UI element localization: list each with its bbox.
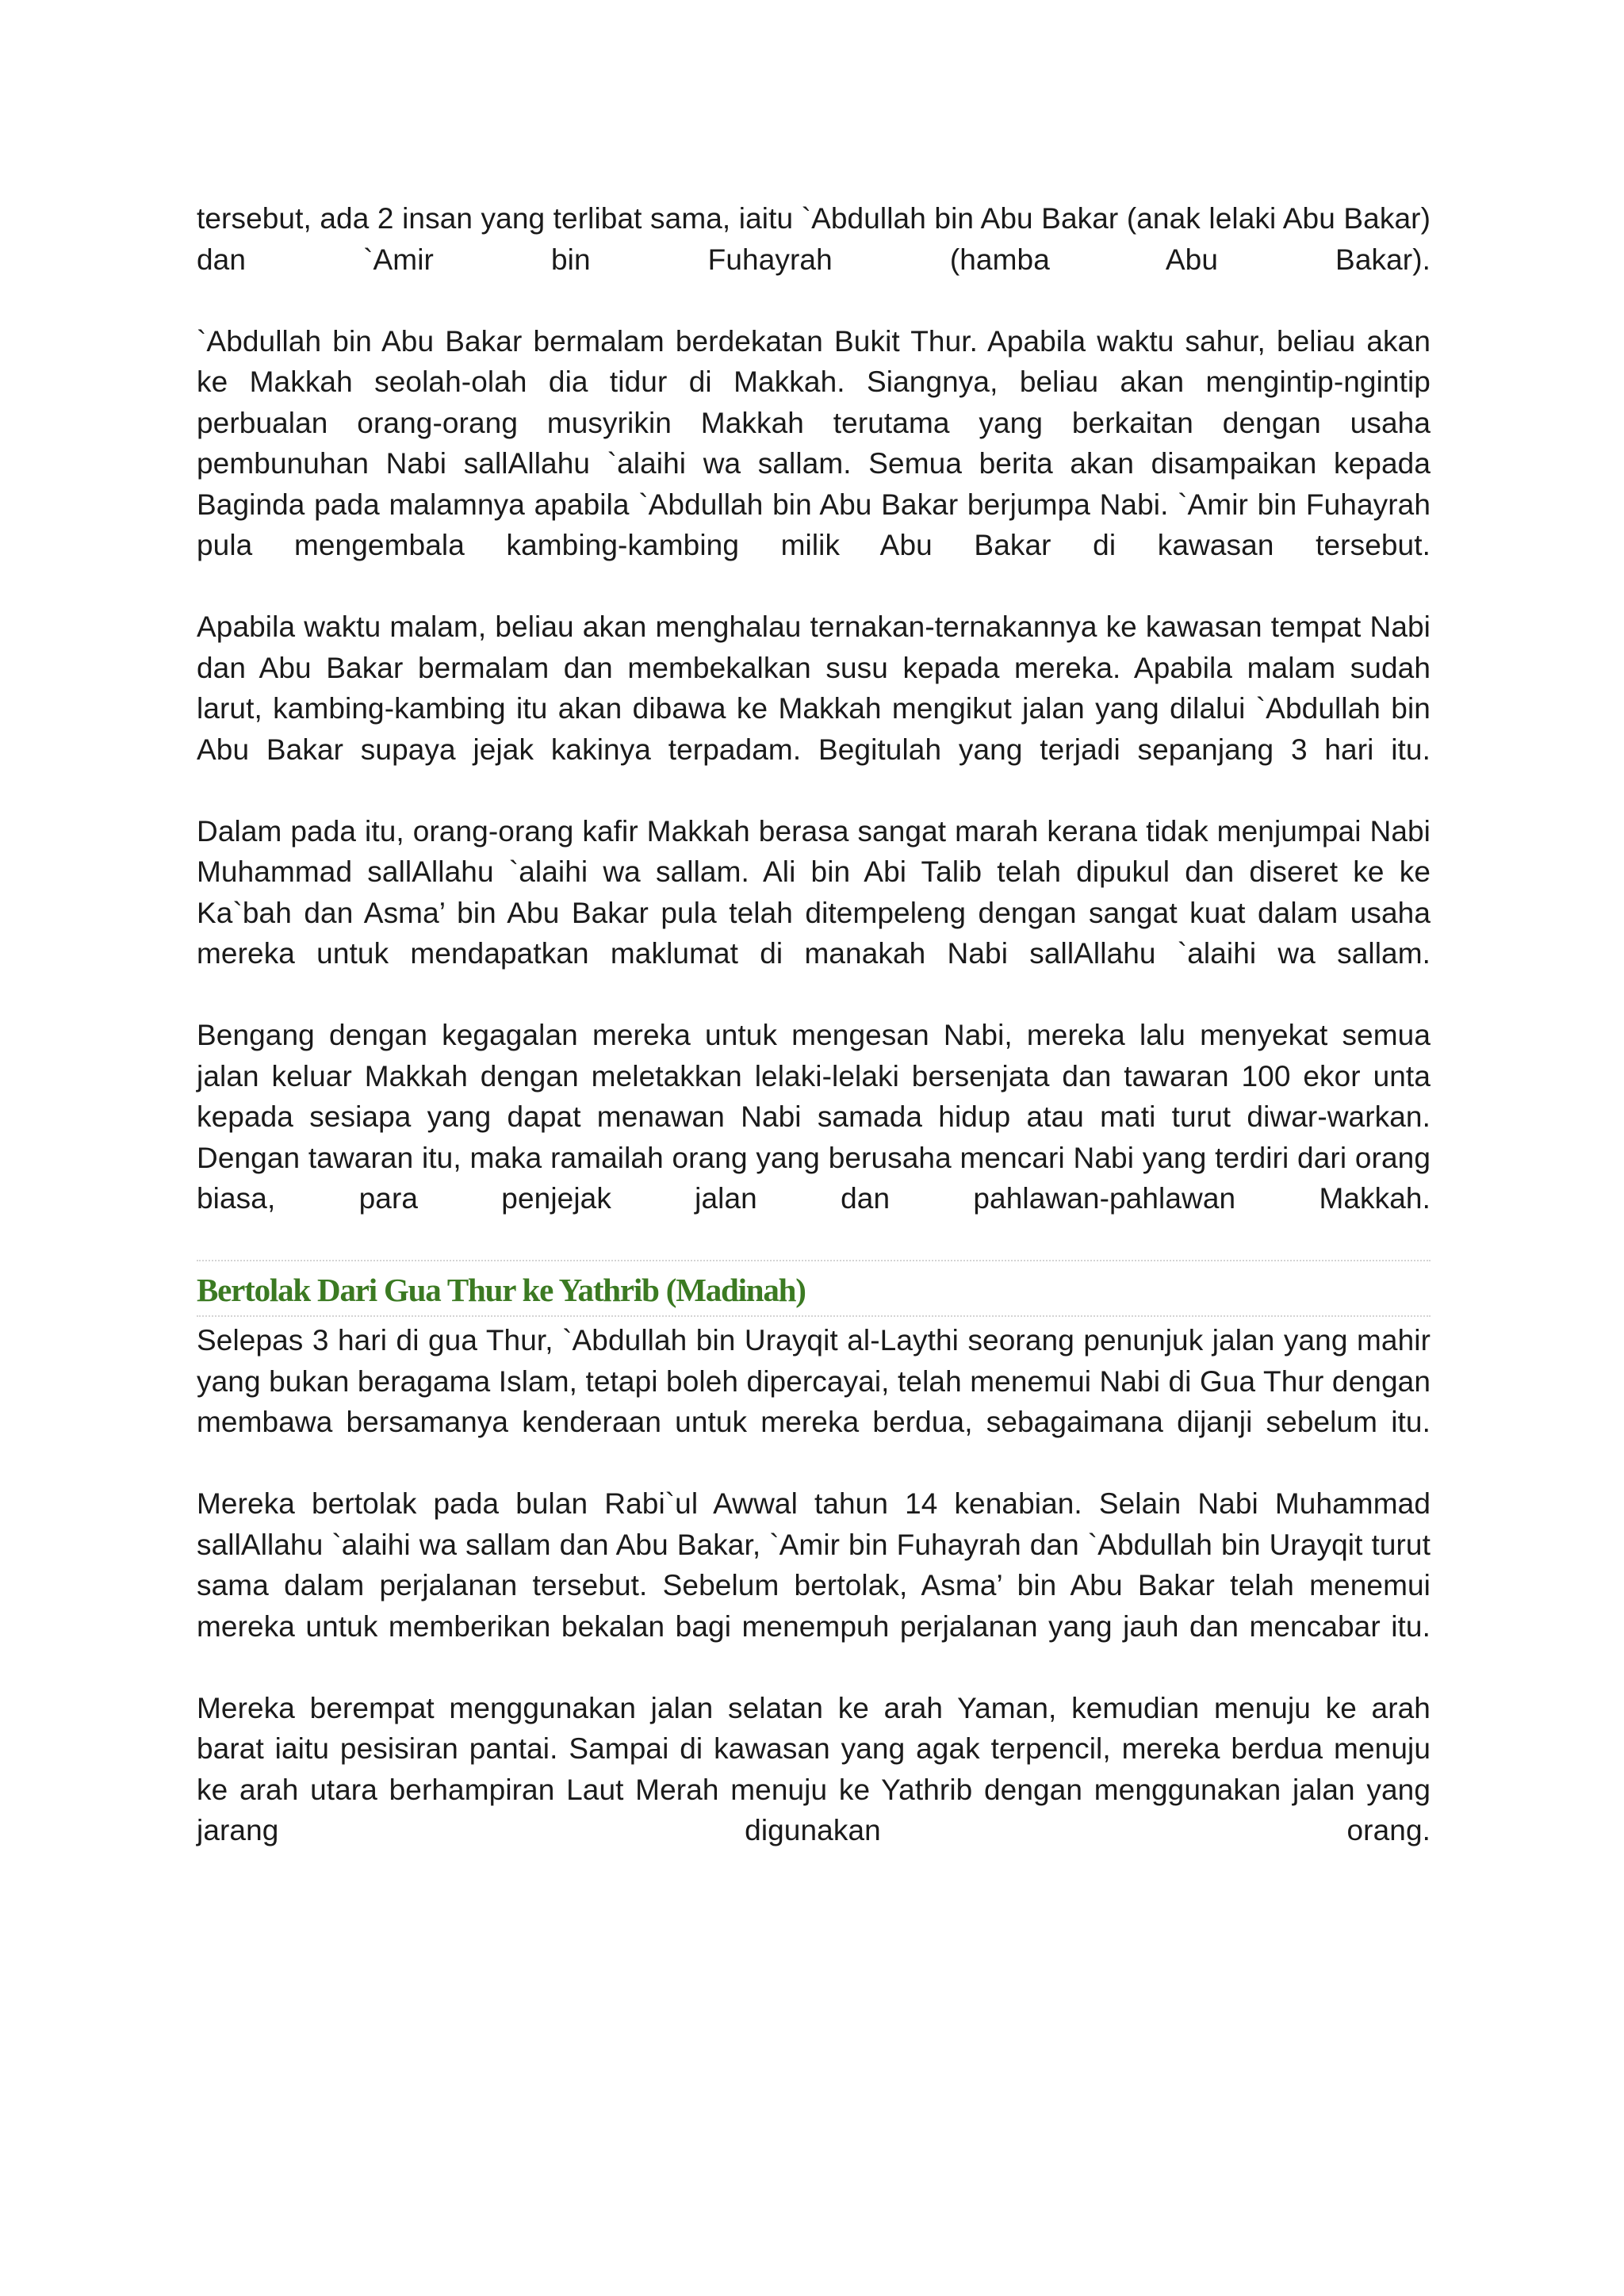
paragraph: Apabila waktu malam, beliau akan menghalau ternakan-ternakannya ke kawasan tempat Nabi dan Abu Bakar bermalam dan membekalkan susu kepada mereka. Apabila malam sudah larut, kambing-kambing itu akan dibawa ke Makkah mengikut jalan yang dilalui `Abdullah bin Abu Bakar supaya jejak kakinya terpadam. Begitulah yang terjadi sepanjang 3 hari itu. [197, 610, 1431, 766]
paragraph: `Abdullah bin Abu Bakar bermalam berdekatan Bukit Thur. Apabila waktu sahur, beliau akan ke Makkah seolah-olah dia tidur di Makkah. Siangnya, beliau akan mengintip-ngintip perbualan orang-orang musyrikin Makkah terutama yang berkaitan dengan usaha pembunuhan Nabi sallAllahu `alaihi wa sallam. Semua berita akan disampaikan kepada Baginda pada malamnya apabila `Abdullah bin Abu Bakar berjumpa Nabi. `Amir bin Fuhayrah pula mengembala kambing-kambing milik Abu Bakar di kawasan tersebut. [197, 324, 1431, 561]
section-heading-block [190, 1260, 1437, 1317]
paragraph: Selepas 3 hari di gua Thur, `Abdullah bin Urayqit al-Laythi seorang penunjuk jalan yang mahir yang bukan beragama Islam, tetapi boleh dipercayai, telah menemui Nabi di Gua Thur dengan membawa bersamanya kenderaan untuk mereka berdua, sebagaimana dijanji sebelum itu. [197, 1324, 1431, 1438]
paragraph: Mereka bertolak pada bulan Rabi`ul Awwal tahun 14 kenabian. Selain Nabi Muhammad sallAllahu `alaihi wa sallam dan Abu Bakar, `Amir bin Fuhayrah dan `Abdullah bin Urayqit turut sama dalam perjalanan tersebut. Sebelum bertolak, Asma’ bin Abu Bakar telah menemui mereka untuk memberikan bekalan bagi menempuh perjalanan yang jauh dan mencabar itu. [197, 1487, 1431, 1643]
paragraph: Mereka berempat menggunakan jalan selatan ke arah Yaman, kemudian menuju ke arah barat iaitu pesisiran pantai. Sampai di kawasan yang agak terpencil, mereka berdua menuju ke arah utara berhampiran Laut Merah menuju ke Yathrib dengan menggunakan jalan yang jarang digunakan orang. [197, 1691, 1431, 1846]
paragraph: tersebut, ada 2 insan yang terlibat sama, iaitu `Abdullah bin Abu Bakar (anak lelaki Abu Bakar) dan `Amir bin Fuhayrah (hamba Abu Bakar). [197, 202, 1431, 276]
section-divider-bottom [197, 1315, 1431, 1317]
paragraph: Dalam pada itu, orang-orang kafir Makkah berasa sangat marah kerana tidak menjumpai Nabi Muhammad sallAllahu `alaihi wa sallam. Ali bin Abi Talib telah dipukul dan diseret ke ke Ka`bah dan Asma’ bin Abu Bakar pula telah ditempeleng dengan sangat kuat dalam usaha mereka untuk mendapatkan maklumat di manakah Nabi sallAllahu `alaihi wa sallam. [197, 814, 1431, 970]
article-body [197, 198, 1431, 1892]
paragraph: Bengang dengan kegagalan mereka untuk mengesan Nabi, mereka lalu menyekat semua jalan keluar Makkah dengan meletakkan lelaki-lelaki bersenjata dan tawaran 100 ekor unta kepada sesiapa yang dapat menawan Nabi samada hidup atau mati turut diwar-warkan. Dengan tawaran itu, maka ramailah orang yang berusaha mencari Nabi yang terdiri dari orang biasa, para penjejak jalan dan pahlawan-pahlawan Makkah. [197, 1019, 1431, 1215]
section-heading: Bertolak Dari Gua Thur ke Yathrib (Madinah) [197, 1272, 806, 1308]
